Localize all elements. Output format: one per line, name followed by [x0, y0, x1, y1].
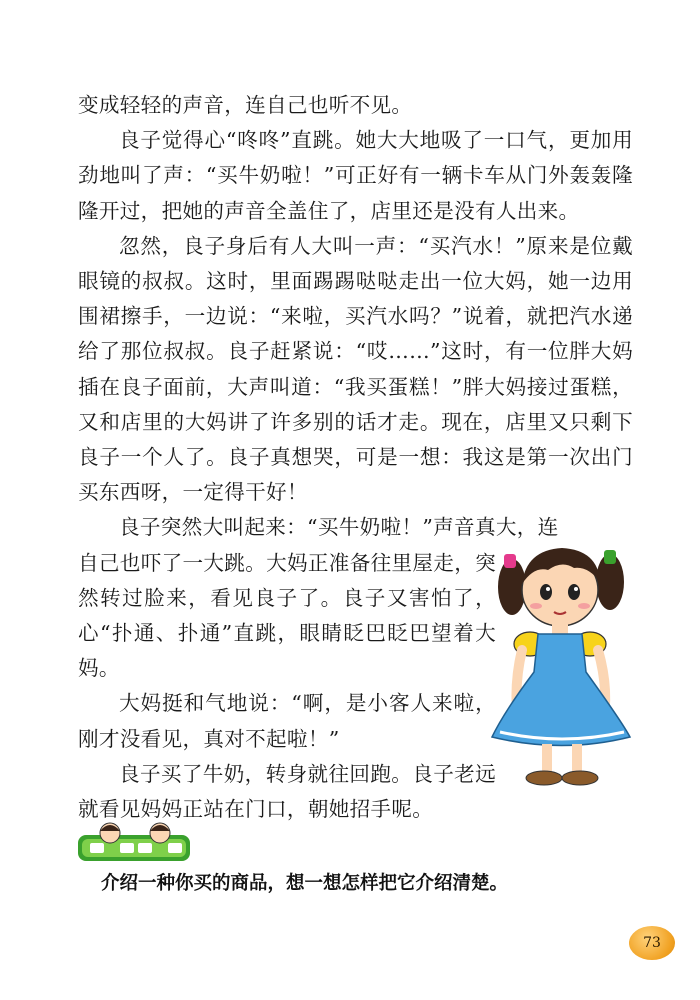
story-paragraph: 变成轻轻的声音，连自己也听不见。 [78, 93, 413, 117]
girl-illustration [482, 532, 642, 792]
page-number: 73 [643, 935, 661, 951]
discuss-section-icon [76, 821, 194, 867]
story-paragraph: 良子突然大叫起来：“买牛奶啦！”声音真大，连 [119, 515, 559, 540]
page-number-badge [629, 926, 675, 960]
story-paragraph: 忽然，良子身后有人大叫一声：“买汽水！”原来是位戴眼镜的叔叔。这时，里面踢踢哒哒走出一位大妈，她一边用围裙擦手，一边说：“来啦，买汽水吗？”说着，就把汽水递给了那位叔叔。良子赶紧说：“哎……”这时，有一位胖大妈插在良子面前，大声叫道：“我买蛋糕！”胖大妈接过蛋糕，又和店里的大妈讲了许多别的话才走。现在，店里又只剩下良子一个人了。良子真想哭，可是一想：我这是第一次出门买东西呀，一定得干好！ [78, 233, 633, 505]
story-paragraph: 自己也吓了一大跳。大妈正准备往里屋走，突然转过脸来，看见良子了。良子又害怕了，心“扑通、扑通”直跳，眼睛眨巴眨巴望着大妈。 [78, 550, 496, 681]
story-paragraph: 良子觉得心“咚咚”直跳。她大大地吸了一口气，更加用劲地叫了声：“买牛奶啦！”可正好有一辆卡车从门外轰轰隆隆开过，把她的声音全盖住了，店里还是没有人出来。 [78, 128, 633, 223]
exercise-prompt: 介绍一种你买的商品，想一想怎样把它介绍清楚。 [101, 873, 509, 894]
story-paragraph: 大妈挺和气地说：“啊，是小客人来啦，刚才没看见，真对不起啦！” [78, 691, 496, 751]
story-paragraph: 良子买了牛奶，转身就往回跑。良子老远就看见妈妈正站在门口，朝她招手呢。 [78, 761, 496, 822]
